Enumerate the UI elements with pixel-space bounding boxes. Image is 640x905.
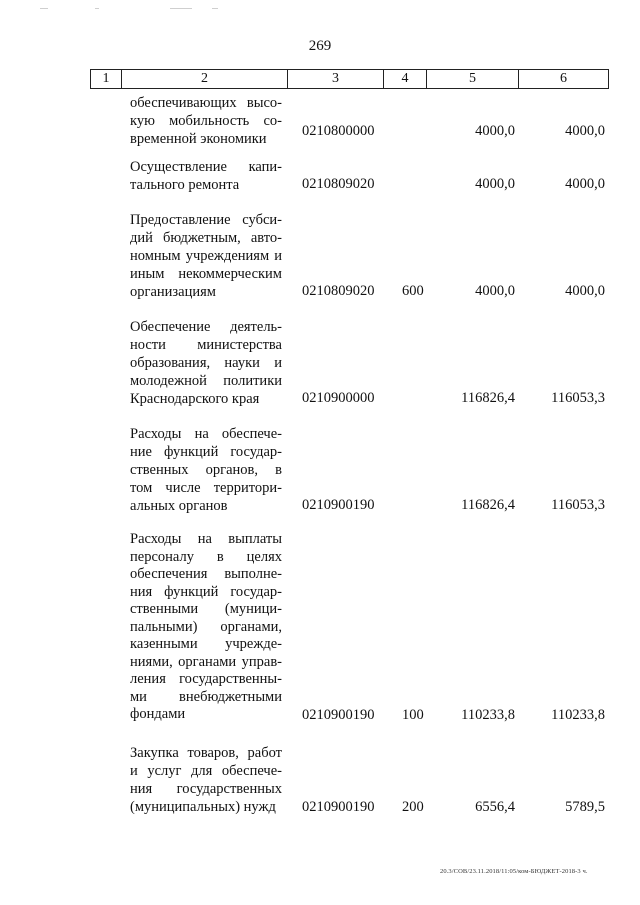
target-article-code: 0210809020 xyxy=(302,283,375,299)
description-line: молодежной политики xyxy=(130,373,282,389)
description-line: (муниципальных) нужд xyxy=(130,799,276,815)
description-line: альных органов xyxy=(130,498,228,514)
description-line: обеспечивающих высо- xyxy=(130,95,282,111)
description-line: образования, науки и xyxy=(130,355,282,371)
amount-column-6: 4000,0 xyxy=(565,176,605,192)
description-line: пальными) органами, xyxy=(130,618,282,635)
page-number: 269 xyxy=(308,38,332,54)
description-line: ственными (муници- xyxy=(130,601,282,617)
description-line: персоналу в целях xyxy=(130,548,282,565)
document-footer-id: 20.3/СОВ/23.11.2018/11:05/ком-БЮДЖЕТ-2018-3 ч. xyxy=(440,868,588,875)
description-line: организациям xyxy=(130,284,216,300)
description-line: дий бюджетным, авто- xyxy=(130,230,282,246)
amount-column-6: 116053,3 xyxy=(551,390,605,406)
row-description xyxy=(130,318,282,408)
description-line: Обеспечение деятель- xyxy=(130,319,282,335)
description-line: Закупка товаров, работ xyxy=(130,745,282,761)
description-line: ния государственных xyxy=(130,781,282,797)
amount-column-5: 4000,0 xyxy=(475,176,515,192)
description-line: казенными учрежде- xyxy=(130,636,282,652)
description-line: кую мобильность со- xyxy=(130,113,282,129)
description-line: Расходы на обеспече- xyxy=(130,426,282,442)
description-line: фондами xyxy=(130,706,186,722)
description-line: ния функций государ- xyxy=(130,583,282,600)
expense-type-code: 600 xyxy=(402,283,424,299)
target-article-code: 0210900000 xyxy=(302,390,375,406)
column-header-5: 5 xyxy=(427,70,519,88)
amount-column-6: 4000,0 xyxy=(565,123,605,139)
description-line: ления государственны- xyxy=(130,671,282,687)
column-header-2: 2 xyxy=(122,70,288,88)
description-line: Расходы на выплаты xyxy=(130,531,282,547)
target-article-code: 0210900190 xyxy=(302,799,375,815)
amount-column-6: 110233,8 xyxy=(551,707,605,723)
description-line: том числе территори- xyxy=(130,480,282,496)
row-description xyxy=(130,744,282,816)
description-line: ми внебюджетными xyxy=(130,688,282,705)
target-article-code: 0210800000 xyxy=(302,123,375,139)
scan-mark xyxy=(40,8,48,9)
amount-column-5: 4000,0 xyxy=(475,123,515,139)
amount-column-6: 4000,0 xyxy=(565,283,605,299)
target-article-code: 0210900190 xyxy=(302,707,375,723)
column-header-1: 1 xyxy=(91,70,122,88)
description-line: тального ремонта xyxy=(130,177,240,193)
amount-column-6: 116053,3 xyxy=(551,497,605,513)
description-line: ности министерства xyxy=(130,337,282,353)
amount-column-5: 116826,4 xyxy=(461,390,515,406)
expense-type-code: 100 xyxy=(402,707,424,723)
row-description xyxy=(130,94,282,148)
column-header-3: 3 xyxy=(288,70,384,88)
scan-mark xyxy=(95,8,99,9)
amount-column-5: 4000,0 xyxy=(475,283,515,299)
amount-column-5: 110233,8 xyxy=(461,707,515,723)
column-header-6: 6 xyxy=(560,71,567,86)
target-article-code: 0210900190 xyxy=(302,497,375,513)
description-line: и услуг для обеспече- xyxy=(130,763,282,779)
scan-mark xyxy=(170,8,192,9)
amount-column-5: 116826,4 xyxy=(461,497,515,513)
description-line: иным некоммерческим xyxy=(130,266,282,282)
row-description xyxy=(130,158,282,194)
target-article-code: 0210809020 xyxy=(302,176,375,192)
column-header-4: 4 xyxy=(384,70,427,88)
description-line: обеспечения выполне- xyxy=(130,566,282,582)
description-line: временной экономики xyxy=(130,131,267,147)
description-line: Осуществление капи- xyxy=(130,159,282,175)
description-line: номным учреждениям и xyxy=(130,248,282,264)
row-description xyxy=(130,211,282,301)
row-description xyxy=(130,531,282,724)
amount-column-6: 5789,5 xyxy=(565,799,605,815)
description-line: Краснодарского края xyxy=(130,391,260,407)
row-description xyxy=(130,425,282,515)
description-line: ние функций государ- xyxy=(130,444,282,460)
scan-mark xyxy=(212,8,218,9)
description-line: Предоставление субси- xyxy=(130,212,282,228)
amount-column-5: 6556,4 xyxy=(475,799,515,815)
description-line: ниями, органами управ- xyxy=(130,653,282,670)
table-header-row xyxy=(90,69,609,89)
expense-type-code: 200 xyxy=(402,799,424,815)
description-line: ственных органов, в xyxy=(130,462,282,478)
